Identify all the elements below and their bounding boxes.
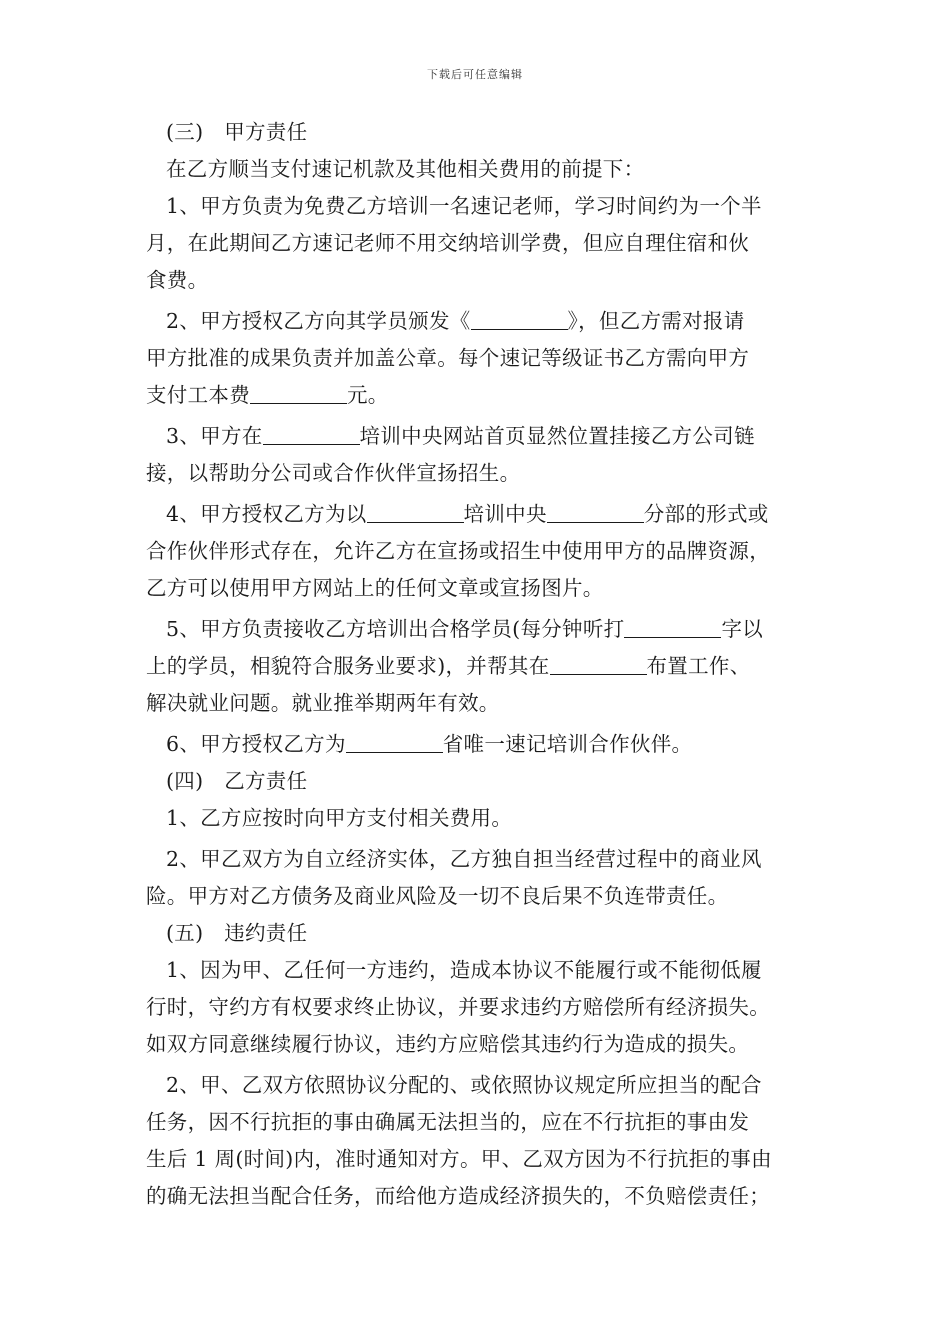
document-line: 2、甲乙双方为自立经济实体，乙方独自担当经营过程中的商业风 (166, 847, 762, 871)
document-line: 3、甲方在 培训中央网站首页显然位置挂接乙方公司链 (166, 424, 755, 448)
blank-field (263, 422, 360, 445)
page-header: 下载后可任意编辑 (427, 68, 523, 81)
document-line: 4、甲方授权乙方为以 培训中央 分部的形式或 (166, 502, 769, 526)
document-line: 2、甲方授权乙方向其学员颁发《 》，但乙方需对报请 (166, 309, 745, 333)
document-line: 生后 1 周(时间)内，准时通知对方。甲、乙双方因为不行抗拒的事由 (146, 1147, 772, 1171)
document-line: 任务，因不行抗拒的事由确属无法担当的，应在不行抗拒的事由发 (146, 1110, 750, 1134)
document-line: 支付工本费 元。 (146, 383, 389, 407)
blank-field (250, 381, 347, 404)
document-line: 6、甲方授权乙方为 省唯一速记培训合作伙伴。 (166, 732, 693, 756)
document-line: (五) 违约责任 (166, 921, 308, 945)
document-line: 险。甲方对乙方债务及商业风险及一切不良后果不负连带责任。 (146, 884, 729, 908)
document-line: 接，以帮助分公司或合作伙伴宣扬招生。 (146, 461, 521, 485)
document-line: 上的学员，相貌符合服务业要求)，并帮其在 布置工作、 (146, 654, 751, 678)
document-line: 5、甲方负责接收乙方培训出合格学员(每分钟听打 字以 (166, 617, 764, 641)
document-body (146, 114, 808, 1215)
document-line: 在乙方顺当支付速记机款及其他相关费用的前提下： (166, 157, 645, 181)
document-line: 食费。 (146, 268, 209, 292)
document-line: 行时，守约方有权要求终止协议，并要求违约方赔偿所有经济损失。 (146, 995, 770, 1019)
document-line: (四) 乙方责任 (166, 769, 308, 793)
blank-field (547, 500, 644, 523)
blank-field (624, 615, 721, 638)
document-line: 月，在此期间乙方速记老师不用交纳培训学费，但应自理住宿和伙 (146, 231, 750, 255)
blank-field (471, 307, 568, 330)
document-line: 1、甲方负责为免费乙方培训一名速记老师，学习时间约为一个半 (166, 194, 762, 218)
document-line: 甲方批准的成果负责并加盖公章。每个速记等级证书乙方需向甲方 (146, 346, 750, 370)
blank-field (367, 500, 464, 523)
document-line: 乙方可以使用甲方网站上的任何文章或宣扬图片。 (146, 576, 604, 600)
document-line: 1、乙方应按时向甲方支付相关费用。 (166, 806, 513, 830)
document-line: 2、甲、乙双方依照协议分配的、或依照协议规定所应担当的配合 (166, 1073, 762, 1097)
document-line: 合作伙伴形式存在，允许乙方在宣扬或招生中使用甲方的品牌资源， (146, 539, 770, 563)
document-line: 如双方同意继续履行协议，违约方应赔偿其违约行为造成的损失。 (146, 1032, 750, 1056)
blank-field (346, 730, 443, 753)
document-line: 解决就业问题。就业推举期两年有效。 (146, 691, 500, 715)
document-line: (三) 甲方责任 (166, 120, 308, 144)
document-line: 的确无法担当配合任务，而给他方造成经济损失的，不负赔偿责任； (146, 1184, 770, 1208)
blank-field (550, 652, 647, 675)
document-line: 1、因为甲、乙任何一方违约，造成本协议不能履行或不能彻低履 (166, 958, 762, 982)
